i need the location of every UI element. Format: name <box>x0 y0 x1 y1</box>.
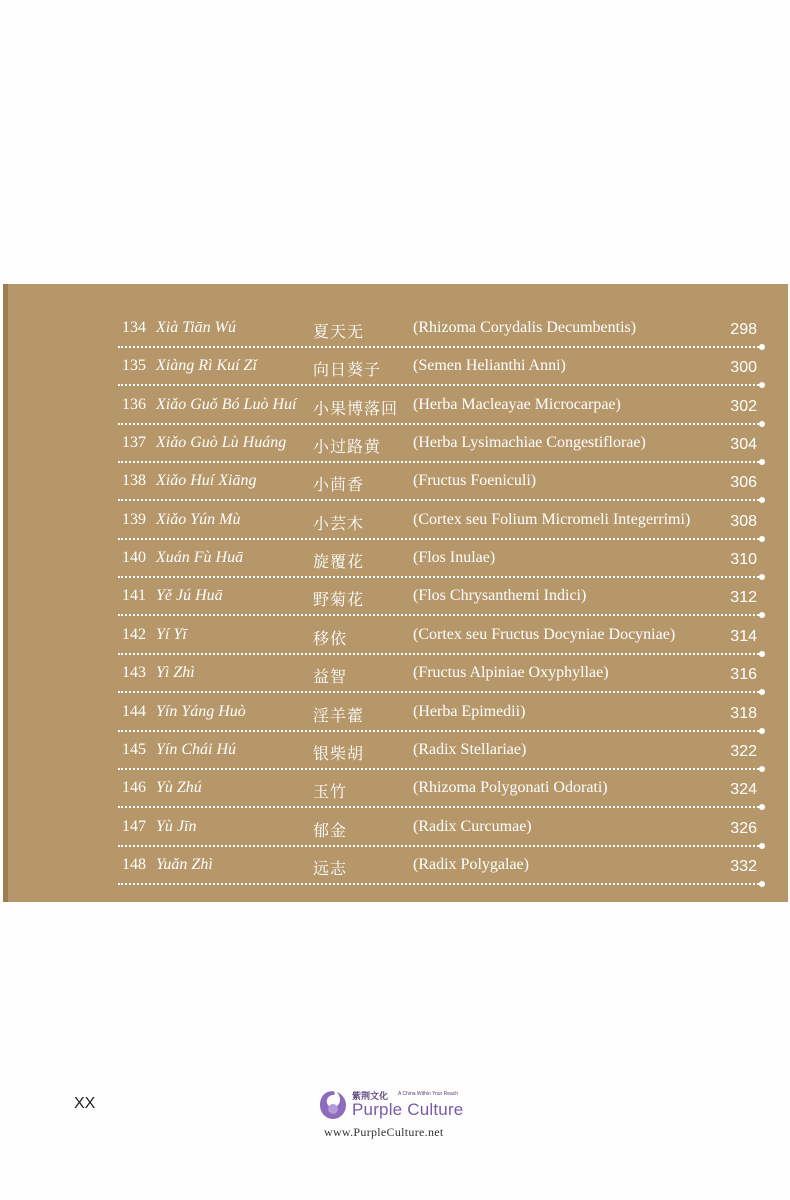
entry-pinyin: Xuán Fù Huā <box>156 549 244 567</box>
contents-row <box>118 463 763 501</box>
entry-number: 138 <box>122 472 146 490</box>
contents-row <box>118 578 763 616</box>
entry-number: 135 <box>122 357 146 375</box>
contents-row <box>118 694 763 732</box>
entry-latin-name: (Rhizoma Corydalis Decumbentis) <box>413 319 637 336</box>
entry-pinyin: Yín Chái Hú <box>156 740 237 758</box>
entry-latin-name: (Herba Epimedii) <box>413 702 526 720</box>
logo-name: Purple Culture <box>352 1100 464 1119</box>
entry-latin-name: (Herba Lysimachiae Congestiflorae) <box>413 434 646 452</box>
entry-chinese: 郁金 <box>313 820 348 840</box>
entry-number: 146 <box>122 779 146 797</box>
contents-row <box>118 425 763 463</box>
entry-latin-name: (Radix Curcumae) <box>413 817 532 835</box>
entry-page: 322 <box>730 742 757 760</box>
entry-chinese: 玉竹 <box>313 782 348 802</box>
entry-page: 306 <box>730 474 757 492</box>
entry-pinyin: Xiǎo Guǒ Bó Luò Huí <box>156 395 297 413</box>
entry-page: 300 <box>730 359 757 377</box>
contents-row <box>118 847 763 885</box>
entry-pinyin: Yuǎn Zhì <box>156 855 213 873</box>
contents-row <box>118 348 763 386</box>
entry-latin-name: (Herba Macleayae Microcarpae) <box>413 395 621 413</box>
entry-number: 134 <box>122 319 146 336</box>
entry-page: 332 <box>730 857 757 875</box>
purple-culture-logo-icon <box>318 1089 348 1121</box>
entry-pinyin: Yù Zhú <box>156 779 202 797</box>
entry-page: 324 <box>730 781 757 799</box>
contents-panel <box>3 284 788 902</box>
entry-latin-name: (Radix Stellariae) <box>413 740 527 758</box>
entry-page: 318 <box>730 704 757 722</box>
entry-pinyin: Yín Yáng Huò <box>156 702 246 720</box>
entry-pinyin: Yě Jú Huā <box>156 587 223 605</box>
entry-page: 326 <box>730 819 757 837</box>
entry-latin-name: (Flos Chrysanthemi Indici) <box>413 587 587 605</box>
entry-page: 314 <box>730 627 757 645</box>
entry-pinyin: Xiǎo Yún Mù <box>156 510 241 528</box>
contents-row <box>118 732 763 770</box>
entry-chinese: 旋覆花 <box>313 552 365 572</box>
entry-pinyin: Xiàng Rì Kuí Zǐ <box>156 357 257 375</box>
contents-row <box>118 502 763 540</box>
entry-chinese: 小果博落回 <box>313 398 399 418</box>
purple-culture-logo <box>318 1087 478 1147</box>
entry-pinyin: Xiǎo Guò Lù Huáng <box>156 434 287 452</box>
contents-row <box>118 655 763 693</box>
entry-pinyin: Xià Tiān Wú <box>156 319 237 336</box>
contents-row <box>118 387 763 425</box>
contents-row <box>118 770 763 808</box>
entry-latin-name: (Fructus Foeniculi) <box>413 472 537 490</box>
entry-number: 137 <box>122 434 146 452</box>
entry-number: 147 <box>122 817 146 835</box>
contents-row <box>118 540 763 578</box>
entry-chinese: 益智 <box>313 667 348 687</box>
entry-latin-name: (Semen Helianthi Anni) <box>413 357 566 375</box>
entry-chinese: 夏天无 <box>313 322 365 341</box>
contents-row <box>118 310 763 348</box>
entry-chinese: 移依 <box>313 628 348 648</box>
entry-latin-name: (Fructus Alpiniae Oxyphyllae) <box>413 664 609 682</box>
entry-chinese: 远志 <box>313 858 348 878</box>
logo-chinese-text: 紫荆文化 <box>352 1092 389 1102</box>
dotted-leader-line <box>118 883 763 885</box>
entry-page: 310 <box>730 551 757 569</box>
entry-latin-name: (Cortex seu Folium Micromeli Integerrimi) <box>413 510 691 528</box>
entry-pinyin: Yì Zhì <box>156 664 195 682</box>
logo-tagline: A China Within Your Reach <box>398 1091 459 1097</box>
entry-number: 140 <box>122 549 146 567</box>
entry-number: 142 <box>122 625 146 643</box>
entry-pinyin: Yí Yī <box>156 625 187 643</box>
entry-chinese: 小茴香 <box>313 475 365 495</box>
contents-row <box>118 617 763 655</box>
entry-chinese: 淫羊藿 <box>313 705 365 725</box>
entry-latin-name: (Radix Polygalae) <box>413 855 529 873</box>
entry-number: 145 <box>122 740 146 758</box>
entry-page: 302 <box>730 397 757 415</box>
entry-page: 308 <box>730 512 757 530</box>
entry-number: 144 <box>122 702 146 720</box>
entry-pinyin: Xiǎo Huí Xiāng <box>156 472 257 490</box>
entry-chinese: 小过路黄 <box>313 437 382 457</box>
entry-number: 143 <box>122 664 146 682</box>
entry-page: 316 <box>730 666 757 684</box>
logo-url: www.PurpleCulture.net <box>324 1125 444 1139</box>
entry-latin-name: (Flos Inulae) <box>413 549 496 567</box>
entry-latin-name: (Cortex seu Fructus Docyniae Docyniae) <box>413 625 676 643</box>
page-number: XX <box>74 1095 96 1112</box>
entry-latin-name: (Rhizoma Polygonati Odorati) <box>413 779 608 797</box>
entry-number: 136 <box>122 395 146 413</box>
entry-pinyin: Yù Jīn <box>156 817 197 835</box>
entry-number: 148 <box>122 855 146 873</box>
entry-chinese: 向日葵子 <box>313 360 382 380</box>
entry-page: 304 <box>730 436 757 454</box>
entry-chinese: 小芸木 <box>313 513 365 533</box>
entry-number: 139 <box>122 510 146 528</box>
entry-chinese: 野菊花 <box>313 590 365 610</box>
entry-page: 312 <box>730 589 757 607</box>
entry-chinese: 银柴胡 <box>313 743 365 763</box>
entry-number: 141 <box>122 587 146 605</box>
entry-page: 298 <box>730 321 757 338</box>
contents-row <box>118 809 763 847</box>
